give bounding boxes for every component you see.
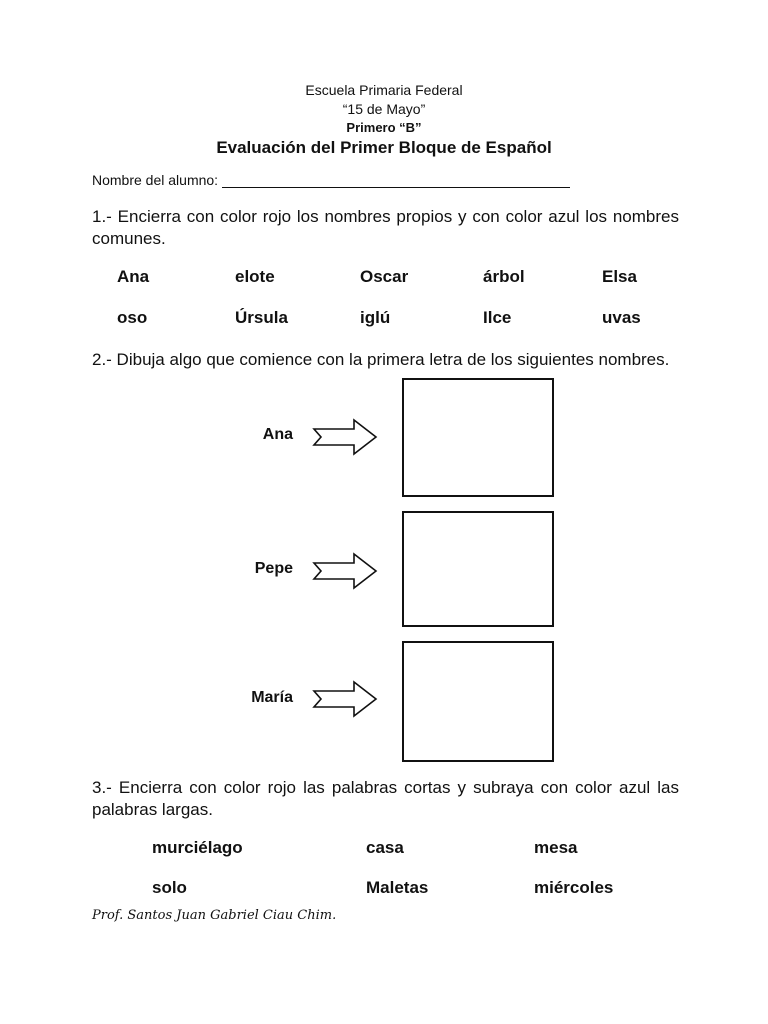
teacher-signature: Prof. Santos Juan Gabriel Ciau Chim. bbox=[92, 908, 337, 923]
drawing-box[interactable] bbox=[402, 378, 554, 497]
word-item[interactable]: miércoles bbox=[534, 878, 614, 897]
word-item[interactable]: casa bbox=[366, 838, 404, 857]
word-item[interactable]: oso bbox=[117, 308, 148, 327]
student-name-field[interactable] bbox=[92, 172, 570, 188]
student-name-label: Nombre del alumno: bbox=[92, 172, 219, 188]
drawing-name-ana: Ana bbox=[262, 426, 293, 443]
word-item[interactable]: uvas bbox=[602, 308, 641, 327]
word-item[interactable]: murciélago bbox=[152, 838, 243, 857]
question-1-text: 1.- Encierra con color rojo los nombres propios y con color azul los nombres comunes. bbox=[92, 207, 679, 248]
word-item[interactable]: árbol bbox=[483, 267, 525, 286]
word-item[interactable]: solo bbox=[152, 878, 187, 897]
student-name-line[interactable] bbox=[222, 174, 570, 188]
word-item[interactable]: Oscar bbox=[360, 267, 409, 286]
question-2-text: 2.- Dibuja algo que comience con la primera letra de los siguientes nombres. bbox=[92, 350, 670, 369]
word-item[interactable]: Ilce bbox=[483, 308, 512, 327]
word-item[interactable]: Úrsula bbox=[235, 308, 288, 327]
drawing-box[interactable] bbox=[402, 511, 554, 627]
word-item[interactable]: elote bbox=[235, 267, 275, 286]
right-arrow-icon bbox=[312, 678, 378, 720]
word-item[interactable]: Elsa bbox=[602, 267, 637, 286]
right-arrow-icon bbox=[312, 416, 378, 458]
word-item[interactable]: Maletas bbox=[366, 878, 429, 897]
exam-title: Evaluación del Primer Bloque de Español bbox=[216, 138, 552, 157]
drawing-name-pepe: Pepe bbox=[254, 560, 293, 577]
school-date-name: “15 de Mayo” bbox=[342, 101, 426, 117]
school-name: Escuela Primaria Federal bbox=[305, 82, 463, 98]
drawing-name-maria: María bbox=[251, 689, 293, 706]
drawing-box[interactable] bbox=[402, 641, 554, 762]
group-label: Primero “B” bbox=[346, 120, 422, 135]
word-item[interactable]: Ana bbox=[117, 267, 150, 286]
word-item[interactable]: iglú bbox=[360, 308, 391, 327]
question-3-text: 3.- Encierra con color rojo las palabras cortas y subraya con color azul las palabras largas. bbox=[92, 778, 679, 819]
right-arrow-icon bbox=[312, 550, 378, 592]
word-item[interactable]: mesa bbox=[534, 838, 578, 857]
